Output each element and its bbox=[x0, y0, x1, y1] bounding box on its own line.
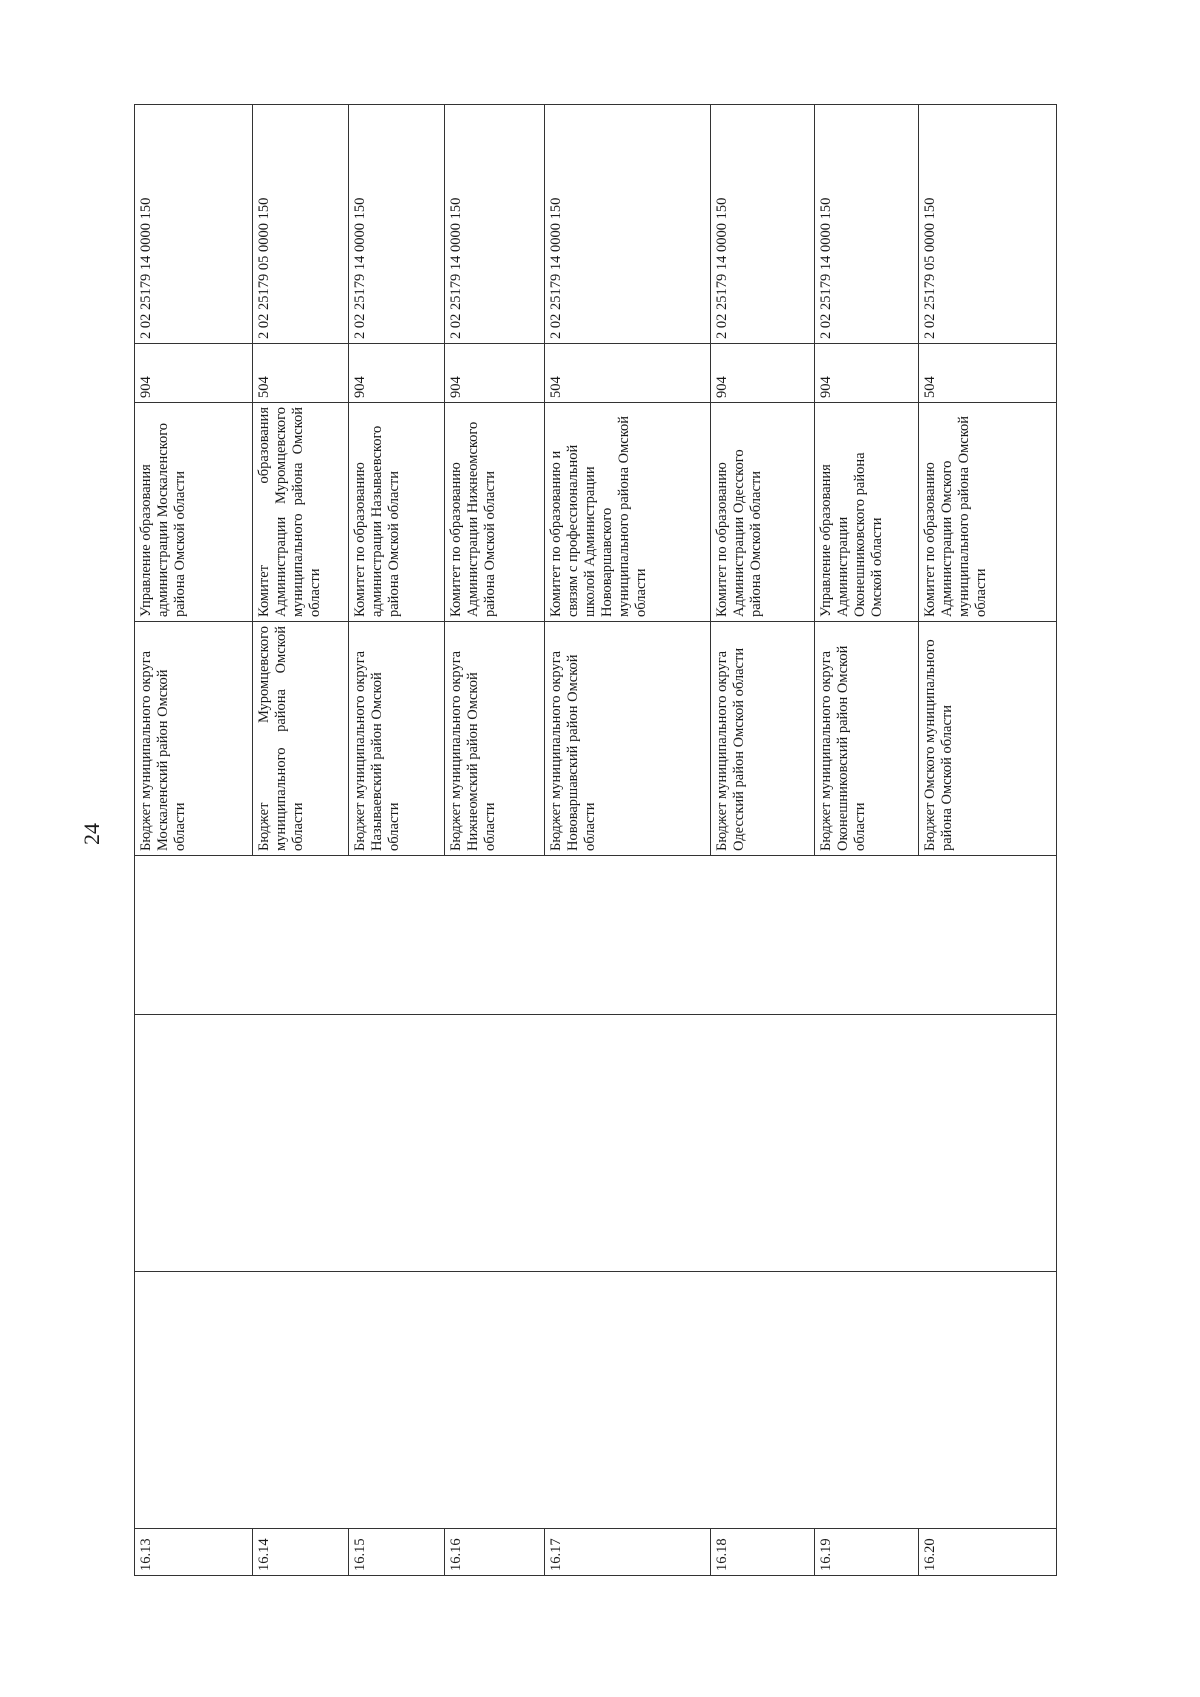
classification-code-cell: 2 02 25179 14 0000 150 bbox=[349, 105, 445, 344]
empty-cell bbox=[135, 856, 1057, 1015]
table-row bbox=[135, 105, 253, 1576]
code-cell: 904 bbox=[445, 344, 545, 403]
code-cell: 504 bbox=[253, 344, 349, 403]
administrator-cell: Комитет по образованию Администрации Одесского района Омской области bbox=[711, 403, 815, 622]
row-number-cell: 16.16 bbox=[445, 1529, 545, 1576]
code-cell: 904 bbox=[815, 344, 919, 403]
administrator-cell: Комитет по образованию Администрации Нижнеомского района Омской области bbox=[445, 403, 545, 622]
budget-cell: Бюджет муниципального округа Нижнеомский район Омской области bbox=[445, 622, 545, 856]
administrator-cell: Комитет по образованию и связям с профессиональной школой Администрации Нововаршавского муниципального района Омской области bbox=[545, 403, 711, 622]
row-number-cell: 16.18 bbox=[711, 1529, 815, 1576]
page-number: 24 bbox=[79, 823, 104, 845]
budget-cell: Бюджет муниципального округа Одесский район Омской области bbox=[711, 622, 815, 856]
row-number-cell: 16.14 bbox=[253, 1529, 349, 1576]
row-number-cell: 16.20 bbox=[919, 1529, 1057, 1576]
budget-cell: Бюджет муниципального округа Оконешниковский район Омской области bbox=[815, 622, 919, 856]
code-cell: 904 bbox=[711, 344, 815, 403]
row-number-cell: 16.15 bbox=[349, 1529, 445, 1576]
administrator-cell: Управление образования Администрации Оконешниковского района Омской области bbox=[815, 403, 919, 622]
classification-code-cell: 2 02 25179 14 0000 150 bbox=[545, 105, 711, 344]
classification-code-cell: 2 02 25179 05 0000 150 bbox=[919, 105, 1057, 344]
administrator-cell: Управление образования администрации Москаленского района Омской области bbox=[135, 403, 253, 622]
row-number-cell: 16.17 bbox=[545, 1529, 711, 1576]
classification-code-cell: 2 02 25179 14 0000 150 bbox=[445, 105, 545, 344]
row-number-cell: 16.13 bbox=[135, 1529, 253, 1576]
administrator-cell: Комитет образования Администрации Муромцевского муниципального района Омской области bbox=[253, 403, 349, 622]
administrator-cell: Комитет по образованию Администрации Омского муниципального района Омской области bbox=[919, 403, 1057, 622]
allocation-table bbox=[134, 104, 1057, 1576]
classification-code-cell: 2 02 25179 14 0000 150 bbox=[135, 105, 253, 344]
administrator-cell: Комитет по образованию администрации Называевского района Омской области bbox=[349, 403, 445, 622]
budget-cell: Бюджет Омского муниципального района Омской области bbox=[919, 622, 1057, 856]
empty-cell bbox=[135, 1272, 1057, 1529]
code-cell: 904 bbox=[349, 344, 445, 403]
budget-cell: Бюджет Муромцевского муниципального района Омской области bbox=[253, 622, 349, 856]
empty-cell bbox=[135, 1015, 1057, 1272]
rotated-table-container bbox=[134, 104, 1056, 1576]
code-cell: 504 bbox=[919, 344, 1057, 403]
budget-cell: Бюджет муниципального округа Нововаршавский район Омской области bbox=[545, 622, 711, 856]
classification-code-cell: 2 02 25179 14 0000 150 bbox=[815, 105, 919, 344]
row-number-cell: 16.19 bbox=[815, 1529, 919, 1576]
code-cell: 904 bbox=[135, 344, 253, 403]
classification-code-cell: 2 02 25179 14 0000 150 bbox=[711, 105, 815, 344]
code-cell: 504 bbox=[545, 344, 711, 403]
budget-cell: Бюджет муниципального округа Называевский район Омской области bbox=[349, 622, 445, 856]
budget-cell: Бюджет муниципального округа Москаленский район Омской области bbox=[135, 622, 253, 856]
classification-code-cell: 2 02 25179 05 0000 150 bbox=[253, 105, 349, 344]
